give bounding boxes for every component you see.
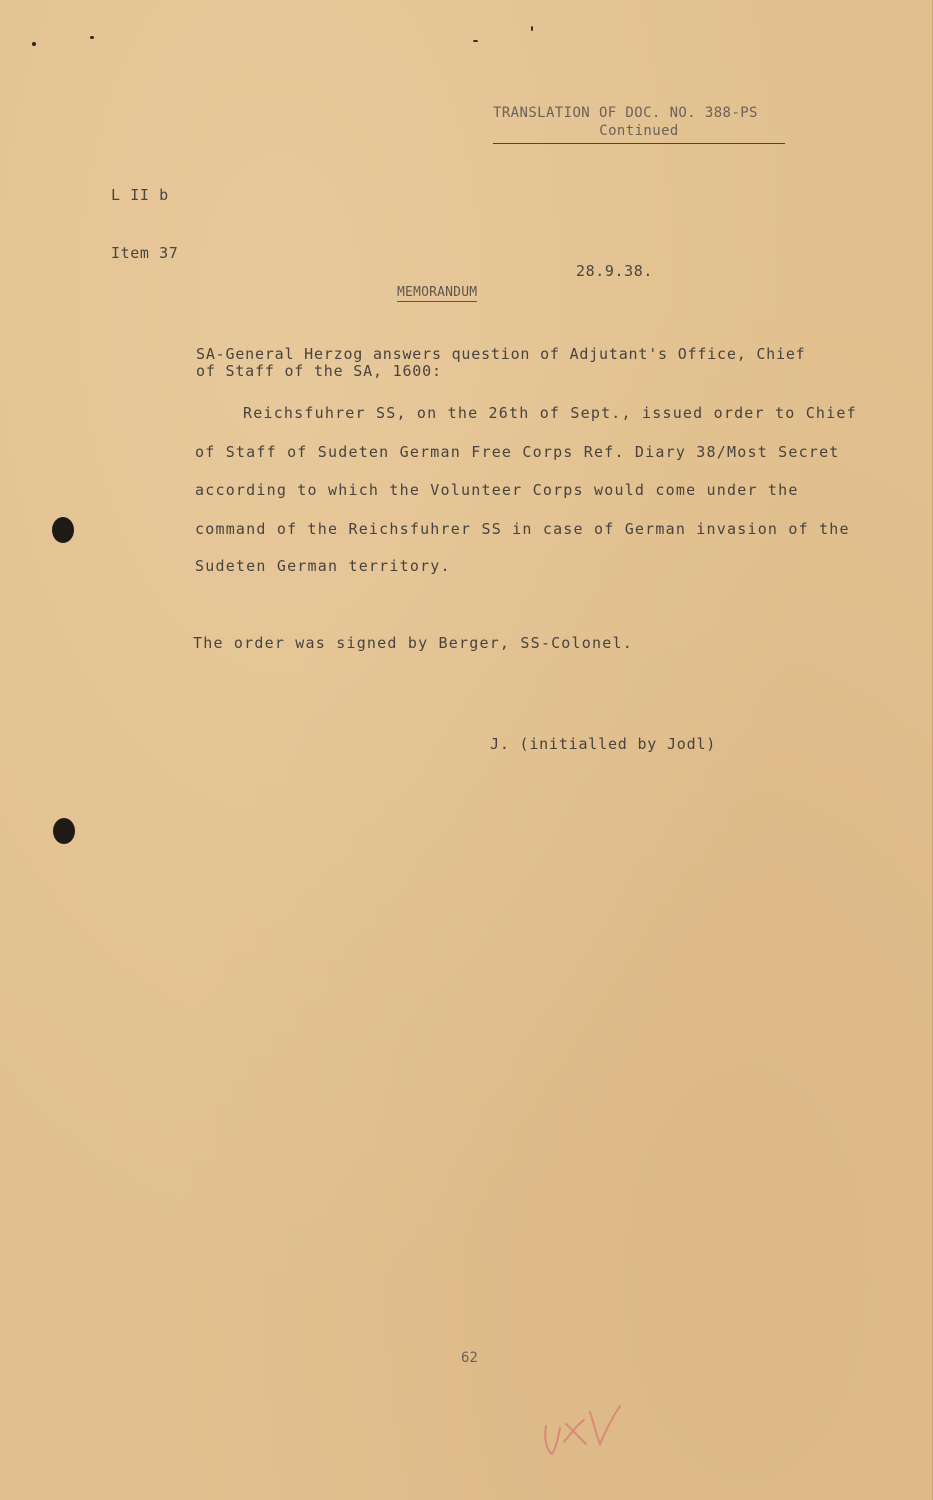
body-line: command of the Reichsfuhrer SS in case of German invasion of the	[195, 520, 850, 538]
memo-date: 28.9.38.	[576, 262, 654, 280]
ink-speck	[473, 40, 478, 42]
initials-line: J. (initialled by Jodl)	[490, 735, 717, 753]
handwritten-mark	[538, 1398, 628, 1468]
body-line: Sudeten German territory.	[195, 557, 451, 575]
punch-hole	[52, 517, 74, 543]
header-continued: Continued	[599, 123, 679, 139]
punch-hole	[53, 818, 75, 844]
header-title: TRANSLATION OF DOC. NO. 388-PS	[493, 105, 758, 121]
memo-title: MEMORANDUM	[397, 285, 478, 300]
page-number: 62	[461, 1350, 478, 1366]
file-reference: L II b	[111, 186, 169, 204]
ink-speck	[90, 36, 94, 39]
body-line: Reichsfuhrer SS, on the 26th of Sept., issued order to Chief	[243, 404, 857, 422]
body-line: of Staff of Sudeten German Free Corps Ref. Diary 38/Most Secret	[195, 443, 840, 461]
item-number: Item 37	[111, 244, 179, 262]
signature-note: The order was signed by Berger, SS-Colonel.	[193, 634, 633, 652]
ink-speck	[531, 26, 533, 31]
document-header	[493, 105, 785, 144]
body-line: according to which the Volunteer Corps would come under the	[195, 481, 799, 499]
intro-line: of Staff of the SA, 1600:	[196, 362, 442, 380]
intro-line: SA-General Herzog answers question of Adjutant's Office, Chief	[196, 345, 806, 363]
ink-speck	[32, 42, 36, 46]
